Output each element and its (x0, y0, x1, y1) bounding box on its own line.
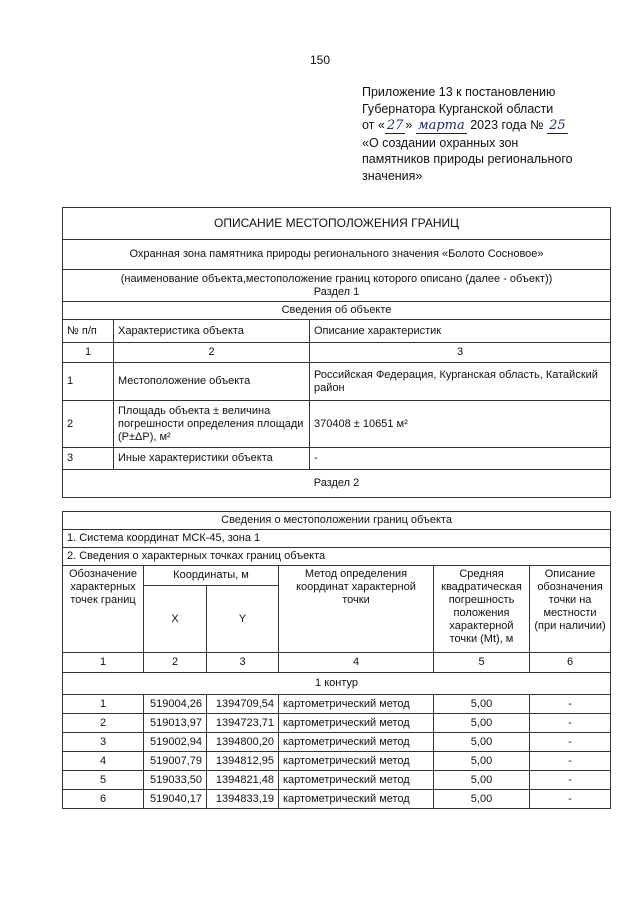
point-mt: 5,00 (434, 714, 530, 733)
s1-row-num: 2 (63, 401, 114, 448)
point-desc: - (530, 695, 611, 714)
date-prefix: от « (362, 118, 385, 132)
date-month-handwritten: марта (417, 118, 465, 133)
point-mt: 5,00 (434, 733, 530, 752)
s1-row-num: 1 (63, 363, 114, 401)
points-body (63, 695, 611, 809)
s1-header-desc: Описание характеристик (310, 320, 611, 343)
appendix-line-5: памятников природы регионального (362, 152, 573, 166)
s2-colnum-1: 1 (63, 653, 144, 673)
point-x: 519033,50 (144, 771, 207, 790)
s2-colnum-5: 5 (434, 653, 530, 673)
appendix-line-6: значения» (362, 168, 423, 183)
section2-title: Раздел 2 (63, 470, 611, 498)
s1-row-num: 3 (63, 448, 114, 470)
s2-header-y: Y (207, 586, 279, 653)
points-caption: 2. Сведения о характерных точках границ объекта (63, 548, 611, 566)
appendix-line-2: Губернатора Курганской области (362, 101, 554, 116)
s1-row-value: Российская Федерация, Курганская область, Катайский район (310, 363, 611, 401)
date-number-handwritten: 25 (549, 118, 566, 133)
date-year: 2023 года № (470, 118, 544, 132)
appendix-line-4: «О создании охранных зон (362, 135, 519, 150)
contour-label: 1 контур (63, 673, 611, 695)
s1-colnum-3: 3 (310, 343, 611, 363)
point-desc: - (530, 790, 611, 809)
s2-colnum-2: 2 (144, 653, 207, 673)
table-row (63, 695, 611, 714)
s1-colnum-2: 2 (114, 343, 310, 363)
point-number: 6 (63, 790, 144, 809)
point-x: 519004,26 (144, 695, 207, 714)
point-number: 1 (63, 695, 144, 714)
point-x: 519002,94 (144, 733, 207, 752)
point-desc: - (530, 733, 611, 752)
point-mt: 5,00 (434, 790, 530, 809)
table-row (63, 752, 611, 771)
table-row (63, 733, 611, 752)
point-method: картометрический метод (279, 695, 434, 714)
s2-header-point: Обозначение характерных точек границ (63, 566, 144, 653)
point-number: 4 (63, 752, 144, 771)
appendix-date-line (362, 117, 622, 135)
point-number: 5 (63, 771, 144, 790)
table-row (63, 790, 611, 809)
point-x: 519040,17 (144, 790, 207, 809)
s1-header-name: Характеристика объекта (114, 320, 310, 343)
point-number: 3 (63, 733, 144, 752)
object-info-table (62, 207, 611, 498)
point-number: 2 (63, 714, 144, 733)
table-row (63, 714, 611, 733)
point-y: 1394833,19 (207, 790, 279, 809)
point-desc: - (530, 752, 611, 771)
s2-header-x: X (144, 586, 207, 653)
s2-colnum-3: 3 (207, 653, 279, 673)
s2-colnum-6: 6 (530, 653, 611, 673)
point-mt: 5,00 (434, 695, 530, 714)
s1-row-name: Местоположение объекта (114, 363, 310, 401)
point-desc: - (530, 714, 611, 733)
date-mid: » (405, 118, 413, 132)
s2-header-coords: Координаты, м (144, 566, 279, 586)
date-day-handwritten: 27 (386, 118, 404, 133)
coord-system: 1. Система координат МСК-45, зона 1 (63, 530, 611, 548)
doc-heading: ОПИСАНИЕ МЕСТОПОЛОЖЕНИЯ ГРАНИЦ (63, 208, 611, 240)
object-caption: (наименование объекта,местоположение границ которого описано (далее - объект)) (120, 272, 553, 285)
s1-row-value: - (310, 448, 611, 470)
object-caption-cell (63, 270, 611, 302)
s1-header-num: № п/п (63, 320, 114, 343)
point-method: картометрический метод (279, 752, 434, 771)
point-y: 1394812,95 (207, 752, 279, 771)
point-x: 519007,79 (144, 752, 207, 771)
point-method: картометрический метод (279, 733, 434, 752)
s1-row-name: Площадь объекта ± величина погрешности определения площади (P±ΔP), м² (114, 401, 310, 448)
point-desc: - (530, 771, 611, 790)
s2-header-desc: Описание обозначения точки на местности (при наличии) (530, 566, 611, 653)
section2-subtitle: Сведения о местоположении границ объекта (63, 512, 611, 530)
appendix-line-1: Приложение 13 к постановлению (362, 85, 556, 99)
s2-header-error: Средняя квадратическая погрешность положения характерной точки (Mt), м (434, 566, 530, 653)
object-name: Охранная зона памятника природы регионального значения «Болото Сосновое» (63, 240, 611, 270)
point-y: 1394709,54 (207, 695, 279, 714)
point-x: 519013,97 (144, 714, 207, 733)
point-method: картометрический метод (279, 771, 434, 790)
boundary-points-table (62, 511, 611, 809)
s2-colnum-4: 4 (279, 653, 434, 673)
point-y: 1394723,71 (207, 714, 279, 733)
s1-row-name: Иные характеристики объекта (114, 448, 310, 470)
appendix-header (362, 84, 622, 184)
s1-colnum-1: 1 (63, 343, 114, 363)
point-method: картометрический метод (279, 790, 434, 809)
point-y: 1394800,20 (207, 733, 279, 752)
point-mt: 5,00 (434, 771, 530, 790)
table-row (63, 771, 611, 790)
s2-header-method: Метод определения координат характерной точки (279, 566, 434, 653)
page-number: 150 (309, 53, 331, 67)
point-mt: 5,00 (434, 752, 530, 771)
section1-subtitle: Сведения об объекте (63, 302, 611, 320)
point-method: картометрический метод (279, 714, 434, 733)
section1-title: Раздел 1 (313, 285, 360, 298)
s1-row-value: 370408 ± 10651 м² (310, 401, 611, 448)
point-y: 1394821,48 (207, 771, 279, 790)
